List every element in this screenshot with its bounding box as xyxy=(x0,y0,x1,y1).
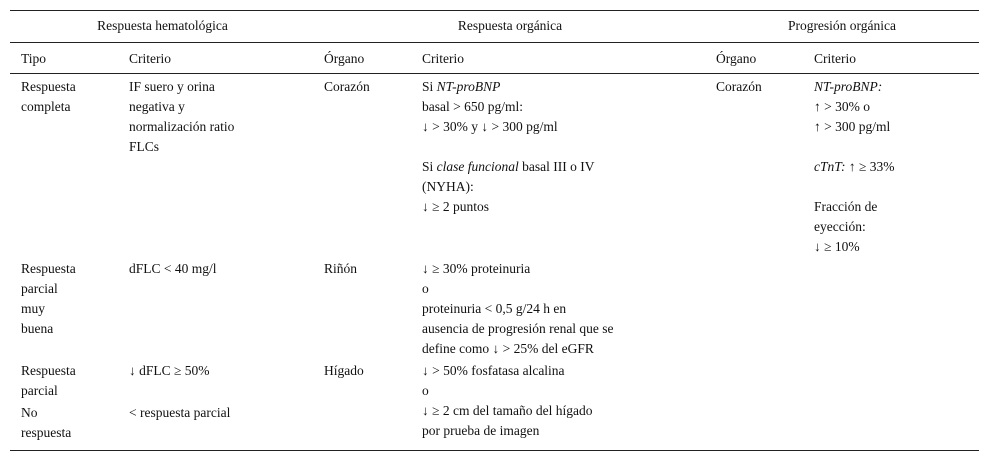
row1-resp-criterio: Si NT-proBNP basal > 650 pg/ml: ↓ > 30% y ↓ > 300 pg/ml Si clase funcional basal III o IV (NYHA): ↓ ≥ 2 puntos xyxy=(422,79,595,214)
col-header-organo-prog: Órgano xyxy=(716,51,757,66)
table-top-rule xyxy=(10,10,979,11)
col-header-criterio-prog: Criterio xyxy=(814,51,856,66)
row4-tipo: No respuesta xyxy=(21,405,72,440)
row4-criterio: < respuesta parcial xyxy=(129,405,231,420)
row3-resp-criterio: ↓ > 50% fosfatasa alcalina o ↓ ≥ 2 cm del tamaño del hígado por prueba de imagen xyxy=(422,363,593,438)
row3-organo: Hígado xyxy=(324,363,364,378)
row2-organo: Riñón xyxy=(324,261,358,276)
col-header-criterio-resp: Criterio xyxy=(422,51,464,66)
row3-tipo: Respuesta parcial xyxy=(21,363,76,398)
col-header-tipo: Tipo xyxy=(21,51,47,66)
row2-resp-criterio: ↓ ≥ 30% proteinuria o proteinuria < 0,5 g/24 h en ausencia de progresión renal que se define como ↓ > 25% del eGFR xyxy=(422,261,614,356)
row1-tipo: Respuesta completa xyxy=(21,79,76,114)
row1-criterio: IF suero y orina negativa y normalización ratio FLCs xyxy=(129,79,235,154)
column-header-rule xyxy=(10,73,979,74)
row1-organo: Corazón xyxy=(324,79,370,94)
col-header-organo-resp: Órgano xyxy=(324,51,365,66)
group-header-progresion: Progresión orgánica xyxy=(787,18,897,33)
table-bottom-rule xyxy=(10,450,979,451)
row2-criterio: dFLC < 40 mg/l xyxy=(129,261,217,276)
row1-prog-criterio: NT-proBNP: ↑ > 30% o ↑ > 300 pg/ml cTnT: ↑ ≥ 33% Fracción de eyección: ↓ ≥ 10% xyxy=(814,79,895,254)
group-header-organica: Respuesta orgánica xyxy=(457,18,563,33)
row3-criterio: ↓ dFLC ≥ 50% xyxy=(129,363,210,378)
row2-tipo: Respuesta parcial muy buena xyxy=(21,261,76,336)
group-header-rule xyxy=(10,42,979,43)
group-header-hematologica: Respuesta hematológica xyxy=(97,18,228,33)
row1-prog-organo: Corazón xyxy=(716,79,762,94)
col-header-criterio-hema: Criterio xyxy=(129,51,171,66)
